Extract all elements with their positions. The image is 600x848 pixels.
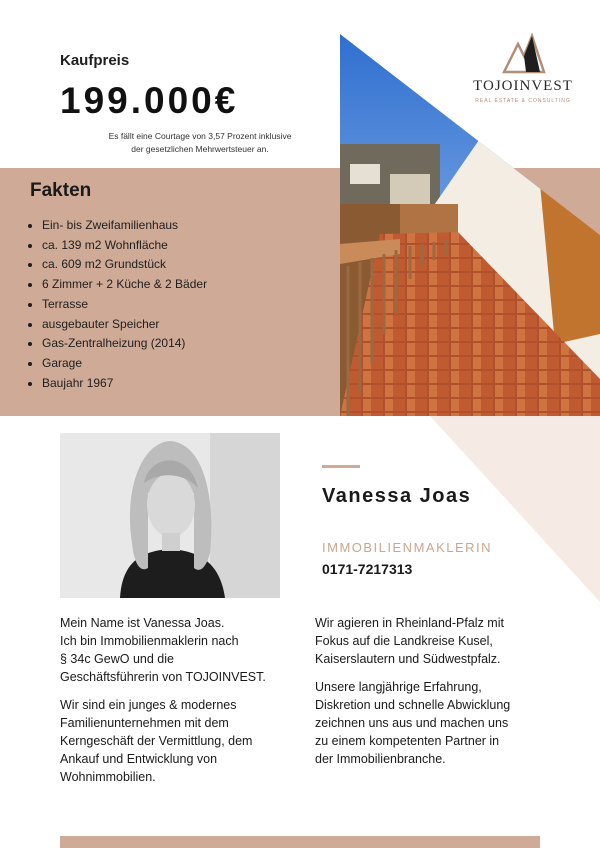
facts-title: Fakten — [30, 180, 92, 201]
text-line: Kaiserslautern und Südwestpfalz. — [315, 652, 501, 666]
price-label: Kaufpreis — [60, 52, 130, 69]
agent-portrait — [60, 433, 280, 598]
commission-note-line: Es fällt eine Courtage von 3,57 Prozent inklusive — [108, 131, 292, 141]
facts-list — [26, 216, 207, 393]
text-line: Fokus auf die Landkreise Kusel, — [315, 634, 493, 648]
agent-phone[interactable]: 0171-7217313 — [322, 561, 413, 577]
text-line: Wohnimmobilien. — [60, 770, 156, 784]
fact-item: Baujahr 1967 — [26, 374, 207, 394]
text-line: Familienunternehmen mit dem — [60, 716, 229, 730]
commission-note — [60, 130, 340, 156]
fact-item: Garage — [26, 354, 207, 374]
fact-item: ausgebauter Speicher — [26, 315, 207, 335]
text-line: Geschäftsführerin von TOJOINVEST. — [60, 670, 266, 684]
logo-mountain-icon — [498, 32, 548, 76]
text-line: Wir agieren in Rheinland-Pfalz mit — [315, 616, 504, 630]
text-line: zeichnen uns aus und machen uns — [315, 716, 509, 730]
company-logo — [468, 32, 578, 112]
text-line: der Immobilienbranche. — [315, 752, 446, 766]
about-left-column — [60, 614, 300, 796]
fact-item: Terrasse — [26, 295, 207, 315]
about-paragraph — [60, 614, 300, 686]
text-line: Mein Name ist Vanessa Joas. — [60, 616, 225, 630]
text-line: zu einem kompetenten Partner in — [315, 734, 500, 748]
agent-name: Vanessa Joas — [322, 485, 472, 507]
text-line: Wir sind ein junges & modernes — [60, 698, 237, 712]
text-line: Ankauf und Entwicklung von — [60, 752, 218, 766]
decorative-triangle — [430, 416, 600, 602]
fact-item: ca. 609 m2 Grundstück — [26, 255, 207, 275]
price-value: 199.000€ — [60, 80, 239, 121]
fact-item: 6 Zimmer + 2 Küche & 2 Bäder — [26, 275, 207, 295]
footer-bar — [60, 836, 540, 848]
fact-item: Gas-Zentralheizung (2014) — [26, 334, 207, 354]
about-paragraph — [60, 696, 300, 786]
text-line: Ich bin Immobilienmaklerin nach — [60, 634, 239, 648]
logo-tagline: REAL ESTATE & CONSULTING — [475, 98, 571, 104]
text-line: Unsere langjährige Erfahrung, — [315, 680, 482, 694]
text-line: Kerngeschäft der Vermittlung, dem — [60, 734, 253, 748]
accent-line — [322, 465, 360, 468]
logo-name: TOJOINVEST — [473, 78, 573, 94]
about-right-column — [315, 614, 555, 778]
text-line: § 34c GewO und die — [60, 652, 174, 666]
about-paragraph — [315, 614, 555, 668]
about-paragraph — [315, 678, 555, 768]
commission-note-line: der gesetzlichen Mehrwertsteuer an. — [131, 144, 269, 154]
agent-title: IMMOBILIENMAKLERIN — [322, 540, 493, 555]
fact-item: ca. 139 m2 Wohnfläche — [26, 236, 207, 256]
fact-item: Ein- bis Zweifamilienhaus — [26, 216, 207, 236]
text-line: Diskretion und schnelle Abwicklung — [315, 698, 511, 712]
